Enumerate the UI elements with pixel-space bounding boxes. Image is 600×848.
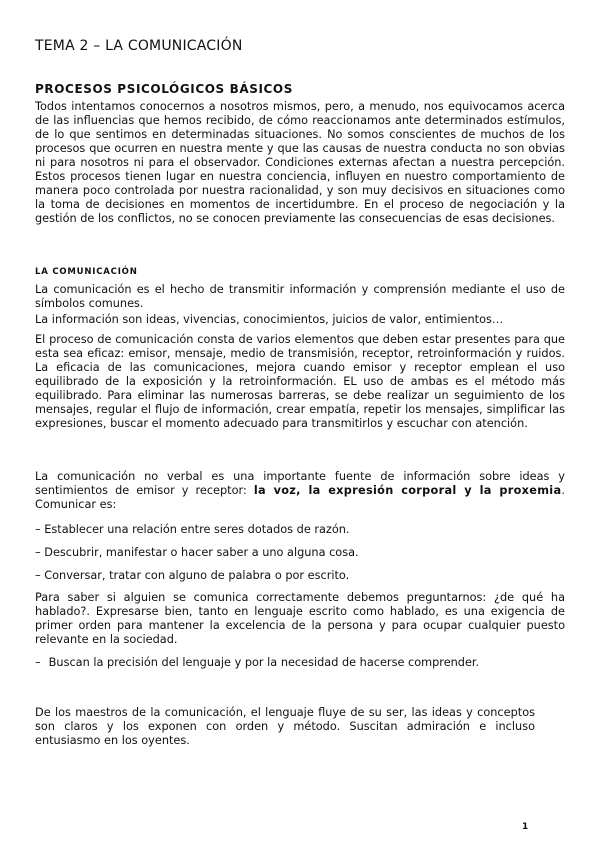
- paragraph-procesos: Todos intentamos conocernos a nosotros mismos, pero, a menudo, nos equivocamos acerca de las influencias que hemos recibido, de cómo reaccionamos ante determinados estímulos, de lo que sentimos en determinadas situaciones. No somos conscientes de muchos de los procesos que ocurren en nuestra mente y que las causas de nuestra conducta no son obvias ni para nosotros ni para el observador. Condiciones externas afectan a nuestra percepción. Estos procesos tienen lugar en nuestra conciencia, influyen en nuestro comportamiento de manera poco controlada por nuestra racionalidad, y son muy decisivos en situaciones como la toma de decisiones en momentos de incertidumbre. En el proceso de negociación y la gestión de los conflictos, no se conocen previamente las consecuencias de esas decisiones.: [35, 100, 565, 225]
- paragraph-information: La información son ideas, vivencias, conocimientos, juicios de valor, entimientos…: [35, 313, 504, 326]
- section-heading-comunicacion: LA COMUNICACIÓN: [35, 267, 138, 277]
- page-number: 1: [522, 822, 529, 832]
- nonverbal-bold-text: la voz, la expresión corporal y la proxemia: [253, 484, 562, 497]
- document-title: TEMA 2 – LA COMUNICACIÓN: [35, 38, 243, 54]
- section-heading-procesos: PROCESOS PSICOLÓGICOS BÁSICOS: [35, 82, 293, 96]
- list-item: – Conversar, tratar con alguno de palabra o por escrito.: [35, 569, 350, 582]
- nonverbal-text-start: La comunicación no verbal es una importante fuente de información sobre ideas y sentimientos de emisor y receptor:: [35, 470, 565, 497]
- paragraph-process: El proceso de comunicación consta de varios elementos que deben estar presentes para que esta sea eficaz: emisor, mensaje, medio de transmisión, receptor, retroinformación y ruidos. La eficacia de las comunicaciones, mejora cuando emisor y receptor emplean el uso equilibrado de la exposición y la retroinformación. EL uso de ambas es el método más equilibrado. Para eliminar las numerosas barreras, se debe realizar un seguimiento de los mensajes, regular el flujo de información, crear empatía, repetir los mensajes, simplificar las expresiones, buscar el momento adecuado para transmitirlos y escuchar con atención.: [35, 333, 565, 430]
- list-item-precision: [35, 656, 479, 670]
- bullet-dash: –: [35, 656, 41, 669]
- bullet-precision-text: Buscan la precisión del lenguaje y por la necesidad de hacerse comprender.: [48, 656, 480, 669]
- paragraph-masters: De los maestros de la comunicación, el lenguaje fluye de su ser, las ideas y conceptos son claros y los exponen con orden y método. Suscitan admiración e incluso entusiasmo en los oyentes.: [35, 706, 535, 747]
- list-item: – Establecer una relación entre seres dotados de razón.: [35, 523, 350, 536]
- nonverbal-text-end: . Comunicar es:: [35, 484, 565, 511]
- paragraph-knowing: Para saber si alguien se comunica correctamente debemos preguntarnos: ¿de qué ha hablado?. Expresarse bien, tanto en lenguaje escrito como hablado, es una exigencia de primer orden para mantener la excelencia de la persona y para ocupar cualquier puesto relevante en la sociedad.: [35, 591, 565, 646]
- paragraph-nonverbal: [35, 470, 565, 512]
- list-item: – Descubrir, manifestar o hacer saber a uno alguna cosa.: [35, 546, 359, 559]
- paragraph-definition: La comunicación es el hecho de transmitir información y comprensión mediante el uso de símbolos comunes.: [35, 283, 565, 310]
